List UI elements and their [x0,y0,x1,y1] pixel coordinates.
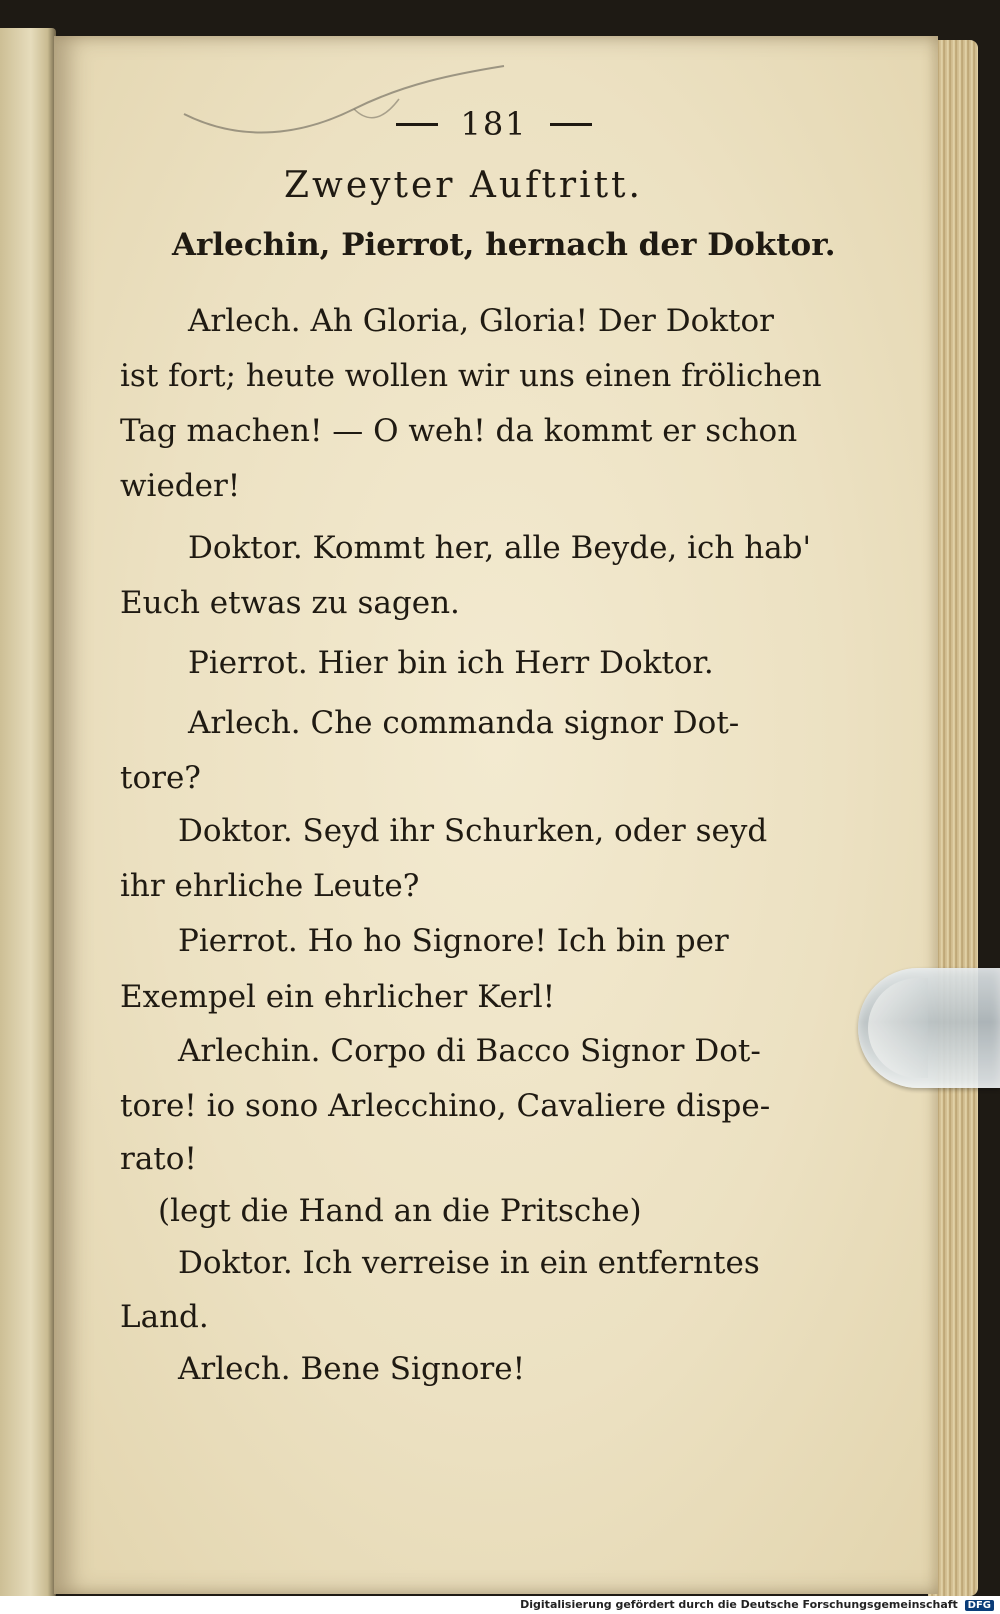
text-line: Land. [120,1299,209,1335]
page-number: 181 [460,105,528,143]
scene-characters: Arlechin, Pierrot, hernach der Doktor. [172,227,836,263]
text-line: Tag machen! — O weh! da kommt er schon [120,413,798,449]
text-line: Arlech. Bene Signore! [178,1351,526,1387]
text-line: Pierrot. Ho ho Signore! Ich bin per [178,923,729,959]
page-number-row [344,104,644,144]
dash-right [550,123,592,126]
text-line: tore? [120,760,201,796]
scene-heading: Zweyter Auftritt. [284,165,643,206]
facing-page-edge [0,28,56,1598]
stage-direction: (legt die Hand an die Pritsche) [158,1193,642,1229]
text-line: Doktor. Kommt her, alle Beyde, ich hab' [188,530,812,566]
book-page [54,36,938,1594]
text-line: Arlech. Che commanda signor Dot- [188,705,740,741]
text-line: rato! [120,1141,197,1177]
text-line: wieder! [120,468,241,504]
credit-text: Digitalisierung gefördert durch die Deutsche Forschungsgemeinschaft [520,1598,958,1611]
text-line: ist fort; heute wollen wir uns einen frölichen [120,358,822,394]
page-text [54,36,938,1594]
footer-credit [520,1598,994,1611]
dash-left [396,123,438,126]
page-clip [858,968,1000,1088]
text-line: Pierrot. Hier bin ich Herr Doktor. [188,645,714,681]
text-line: Exempel ein ehrlicher Kerl! [120,979,556,1015]
text-line: Euch etwas zu sagen. [120,585,460,621]
text-line: ihr ehrliche Leute? [120,868,420,904]
text-line: Doktor. Seyd ihr Schurken, oder seyd [178,813,768,849]
text-line: tore! io sono Arlecchino, Cavaliere dispe- [120,1088,771,1124]
clip-highlight [868,978,928,1078]
text-line: Arlechin. Corpo di Bacco Signor Dot- [178,1033,761,1069]
dfg-logo: DFG [965,1600,994,1611]
text-line: Arlech. Ah Gloria, Gloria! Der Doktor [188,303,774,339]
text-line: Doktor. Ich verreise in ein entferntes [178,1245,760,1281]
